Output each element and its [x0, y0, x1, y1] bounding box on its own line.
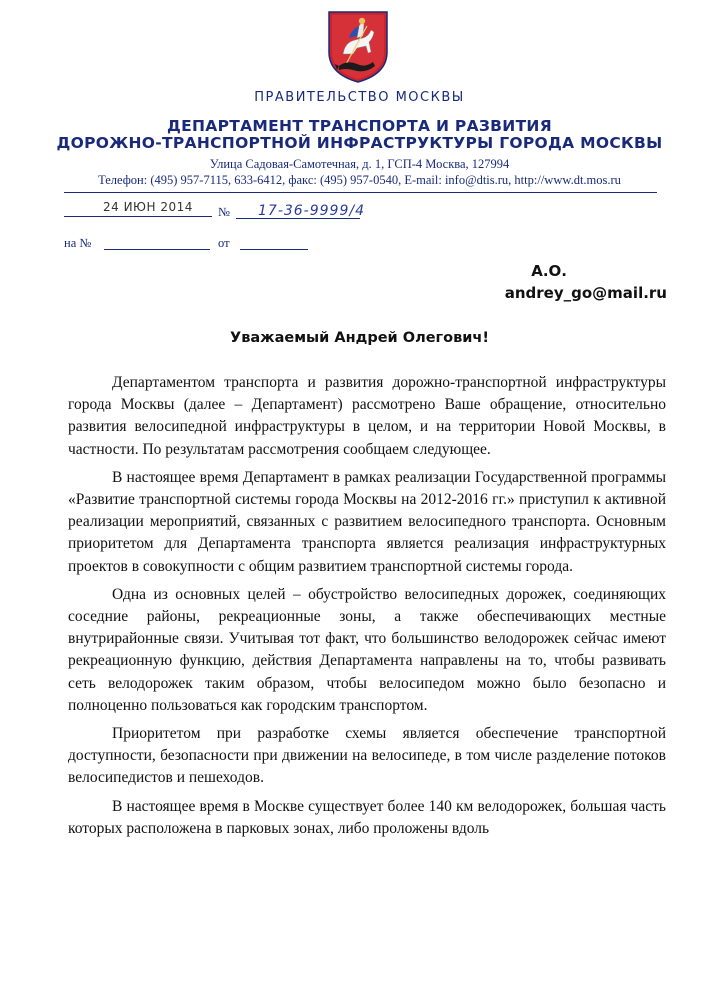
paragraph-2: В настоящее время Департамент в рамках реализации Государственной программы «Развитие транспортной системы города Москвы на 2012-2016 гг.» приступил к активной реализации мероприятий, связанных с развитием велосипедного транспорта. Основным приоритетом для Департамента транспорта является реализация инфраструктурных проектов в совокупности с общим развитием транспортной системы города.: [68, 468, 666, 575]
paragraph-4: Приоритетом при разработке схемы является обеспечение транспортной доступности, безопасности при движении на велосипеде, в том числе разделение потоков велосипедистов и пешеходов.: [68, 725, 666, 787]
letter-body: [68, 372, 666, 846]
date-line: [64, 216, 212, 217]
department-address: Улица Садовая-Самотечная, д. 1, ГСП-4 Москва, 127994: [209, 157, 510, 171]
handwritten-number: 17-36-9999/4: [258, 203, 365, 219]
government-title: ПРАВИТЕЛЬСТВО МОСКВЫ: [254, 90, 465, 105]
department-title-line1: ДЕПАРТАМЕНТ ТРАНСПОРТА И РАЗВИТИЯ: [167, 117, 552, 135]
date-stamp: 24 ИЮН 2014: [103, 200, 193, 214]
recipient-name: А.О.: [531, 262, 567, 280]
paragraph-5: В настоящее время в Москве существует более 140 км велодорожек, большая часть которых расположена в парковых зонах, либо проложены вдоль: [68, 797, 666, 837]
paragraph-1: Департаментом транспорта и развития дорожно-транспортной инфраструктуры города Москвы (далее – Департамент) рассмотрено Ваше обращение, относительно развития велосипедной инфраструктуры в целом, и на территории Новой Москвы, в частности. По результатам рассмотрения сообщаем следующее.: [68, 374, 666, 458]
department-contacts: Телефон: (495) 957-7115, 633-6412, факс: (495) 957-0540, E-mail: info@dtis.ru, http://www.dt.mos.ru: [98, 173, 621, 187]
letterhead-divider: [64, 192, 657, 193]
reply-number-label: на №: [64, 236, 92, 250]
number-label: №: [218, 205, 230, 219]
reply-number-line: [104, 249, 210, 250]
salutation: Уважаемый Андрей Олегович!: [230, 330, 489, 346]
paragraph-3: Одна из основных целей – обустройство велосипедных дорожек, соединяющих соседние районы, рекреационные зоны, а также обеспечивающих местные внутрирайонные связи. Учитывая тот факт, что большинство велодорожек сейчас имеют рекреационную функцию, действия Департамента направлены на то, чтобы развивать сеть велодорожек таким образом, чтобы велосипедом можно было безопасно и полноценно пользоваться как городским транспортом.: [68, 585, 666, 714]
reply-date-label: от: [218, 236, 230, 250]
recipient-email: andrey_go@mail.ru: [504, 284, 667, 302]
department-title-line2: ДОРОЖНО-ТРАНСПОРТНОЙ ИНФРАСТРУКТУРЫ ГОРОДА МОСКВЫ: [56, 134, 663, 152]
reply-date-line: [240, 249, 308, 250]
moscow-coat-of-arms-icon: [327, 8, 389, 84]
